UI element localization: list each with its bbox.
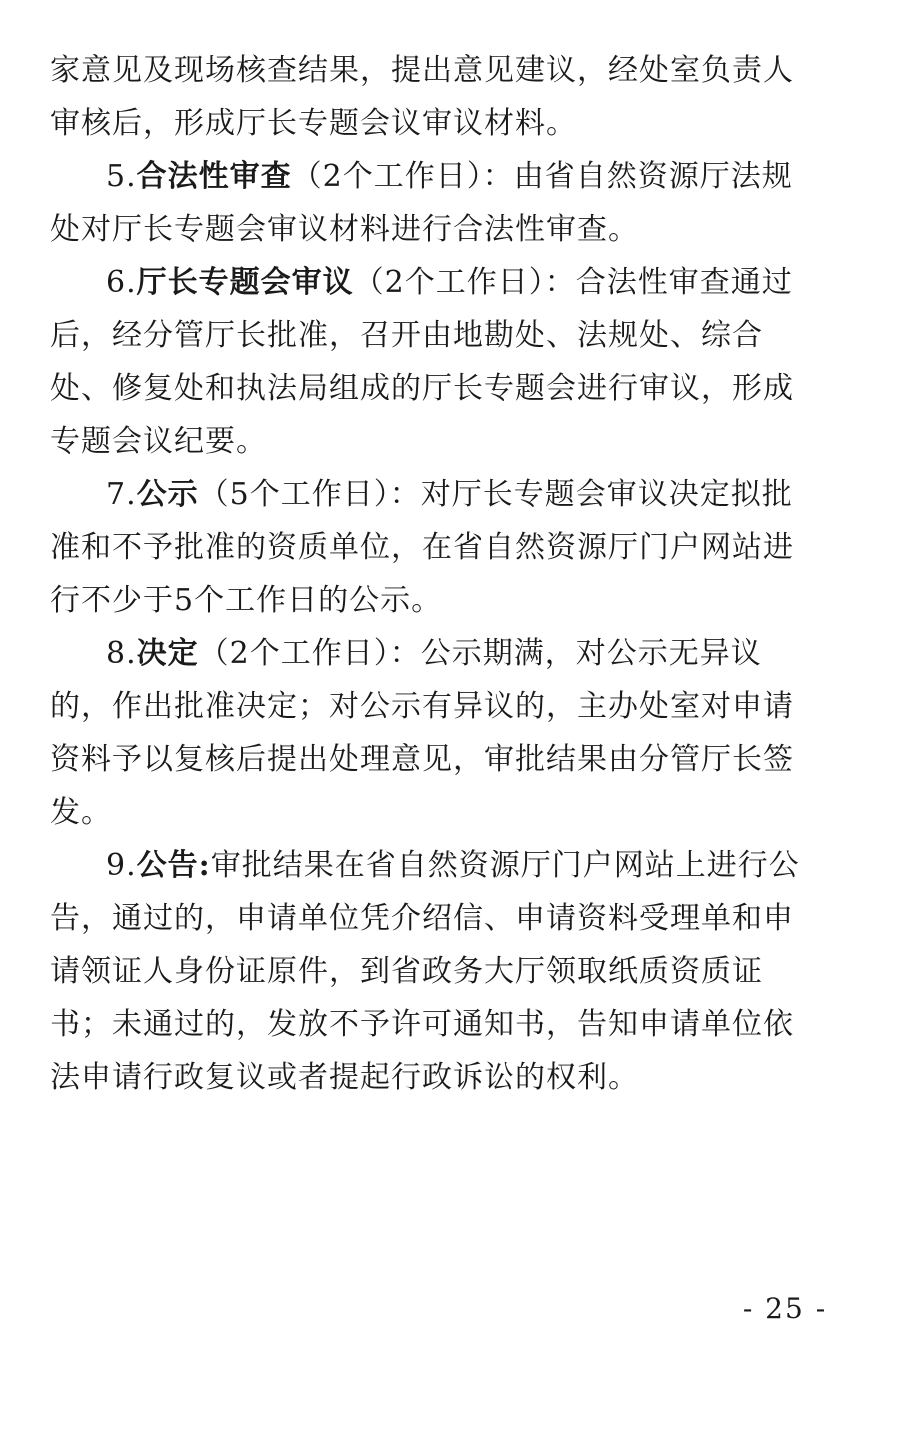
item-5-number: 5. (106, 159, 137, 194)
item-6-paragraph (50, 256, 820, 468)
item-5-text: 由省自然资源厅法规处对厅长专题会审议材料进行合法性审查。 (50, 159, 793, 247)
item-5-paragraph (50, 150, 820, 256)
item-7-duration: （5个工作日）： (198, 477, 421, 512)
item-7-title: 公示 (136, 477, 199, 512)
item-8-title: 决定 (136, 636, 199, 671)
page-number: - 25 - (742, 1292, 828, 1325)
item-9-paragraph (50, 839, 820, 1104)
item-6-duration: （2个工作日）： (353, 265, 576, 300)
item-8-duration: （2个工作日）： (198, 636, 421, 671)
item-8-number: 8. (106, 636, 137, 671)
item-7-text: 对厅长专题会审议决定拟批准和不予批准的资质单位，在省自然资源厅门户网站进行不少于5个工作日的公示。 (50, 477, 794, 618)
item-6-text: 合法性审查通过后，经分管厅长批准，召开由地勘处、法规处、综合处、修复处和执法局组成的厅长专题会进行审议，形成专题会议纪要。 (50, 265, 794, 459)
item-9-title: 公告: (136, 848, 211, 883)
continuation-paragraph: 家意见及现场核查结果，提出意见建议，经处室负责人审核后，形成厅长专题会议审议材料。 (50, 53, 794, 141)
item-7-number: 7. (106, 477, 137, 512)
item-5-duration: （2个工作日）： (291, 159, 514, 194)
item-5-title: 合法性审查 (136, 159, 292, 194)
item-9-number: 9. (106, 848, 137, 883)
item-7-paragraph (50, 468, 820, 627)
item-8-text: 公示期满，对公示无异议的，作出批准决定；对公示有异议的，主办处室对申请资料予以复核后提出处理意见，审批结果由分管厅长签发。 (50, 636, 794, 830)
document-body (50, 44, 820, 1104)
item-8-paragraph (50, 627, 820, 839)
item-6-title: 厅长专题会审议 (136, 265, 354, 300)
item-6-number: 6. (106, 265, 137, 300)
item-9-text: 审批结果在省自然资源厅门户网站上进行公告，通过的，申请单位凭介绍信、申请资料受理单和申请领证人身份证原件，到省政务大厅领取纸质资质证书；未通过的，发放不予许可通知书，告知申请单位依法申请行政复议或者提起行政诉讼的权利。 (50, 848, 800, 1095)
